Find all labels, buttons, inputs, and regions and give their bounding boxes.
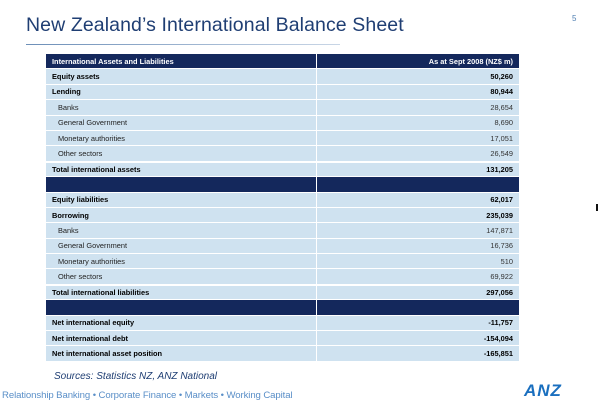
title-rule: [26, 44, 340, 45]
row-value: 510: [316, 254, 519, 268]
slide-title: New Zealand’s International Balance Sheet: [26, 14, 404, 36]
row-label: Other sectors: [46, 269, 316, 283]
balance-sheet-table: [46, 53, 519, 362]
divider-cell: [316, 177, 519, 191]
page-number: 5: [572, 14, 577, 23]
table-row: [46, 316, 519, 330]
row-label: General Government: [46, 239, 316, 253]
row-value: -154,094: [316, 331, 519, 345]
section-divider: [46, 177, 519, 191]
svg-text:ANZ: ANZ: [524, 381, 562, 400]
row-value: -11,757: [316, 316, 519, 330]
row-value: 26,549: [316, 146, 519, 160]
row-value: 80,944: [316, 85, 519, 99]
row-value: 69,922: [316, 269, 519, 283]
header-label: International Assets and Liabilities: [46, 54, 316, 68]
row-label: Total international assets: [46, 162, 316, 176]
header-value: As at Sept 2008 (NZ$ m): [316, 54, 519, 68]
row-value: 8,690: [316, 116, 519, 130]
row-label: General Government: [46, 116, 316, 130]
table-row: [46, 131, 519, 145]
anz-logo: [522, 380, 578, 400]
table-row: [46, 69, 519, 83]
row-label: Monetary authorities: [46, 254, 316, 268]
table-row: [46, 208, 519, 222]
row-label: Borrowing: [46, 208, 316, 222]
footer-strap: Relationship Banking • Corporate Finance • Markets • Working Capital: [2, 390, 293, 401]
table-row: [46, 116, 519, 130]
row-value: 16,736: [316, 239, 519, 253]
row-value: 235,039: [316, 208, 519, 222]
divider-cell: [316, 300, 519, 314]
row-label: Net international asset position: [46, 346, 316, 360]
row-label: Lending: [46, 85, 316, 99]
row-value: 297,056: [316, 285, 519, 299]
row-value: 62,017: [316, 193, 519, 207]
table-row: [46, 100, 519, 114]
row-value: 131,205: [316, 162, 519, 176]
section-divider: [46, 300, 519, 314]
table-row: [46, 331, 519, 345]
table-row: [46, 162, 519, 176]
row-value: 28,654: [316, 100, 519, 114]
row-value: 17,051: [316, 131, 519, 145]
table-row: [46, 146, 519, 160]
row-label: Monetary authorities: [46, 131, 316, 145]
row-label: Equity assets: [46, 69, 316, 83]
table-row: [46, 239, 519, 253]
row-value: 50,260: [316, 69, 519, 83]
row-value: 147,871: [316, 223, 519, 237]
table-row: [46, 193, 519, 207]
row-label: Banks: [46, 223, 316, 237]
divider-cell: [46, 177, 316, 191]
row-label: Net international equity: [46, 316, 316, 330]
divider-cell: [46, 300, 316, 314]
row-label: Net international debt: [46, 331, 316, 345]
row-label: Equity liabilities: [46, 193, 316, 207]
table-body: [46, 69, 519, 360]
table-row: [46, 285, 519, 299]
row-label: Banks: [46, 100, 316, 114]
row-label: Total international liabilities: [46, 285, 316, 299]
row-value: -165,851: [316, 346, 519, 360]
table-row: [46, 254, 519, 268]
sources-note: Sources: Statistics NZ, ANZ National: [54, 371, 218, 382]
edge-mark: [596, 204, 598, 211]
table-row: [46, 85, 519, 99]
table-row: [46, 223, 519, 237]
table-row: [46, 269, 519, 283]
row-label: Other sectors: [46, 146, 316, 160]
table-row: [46, 346, 519, 360]
table-header-row: [46, 54, 519, 68]
